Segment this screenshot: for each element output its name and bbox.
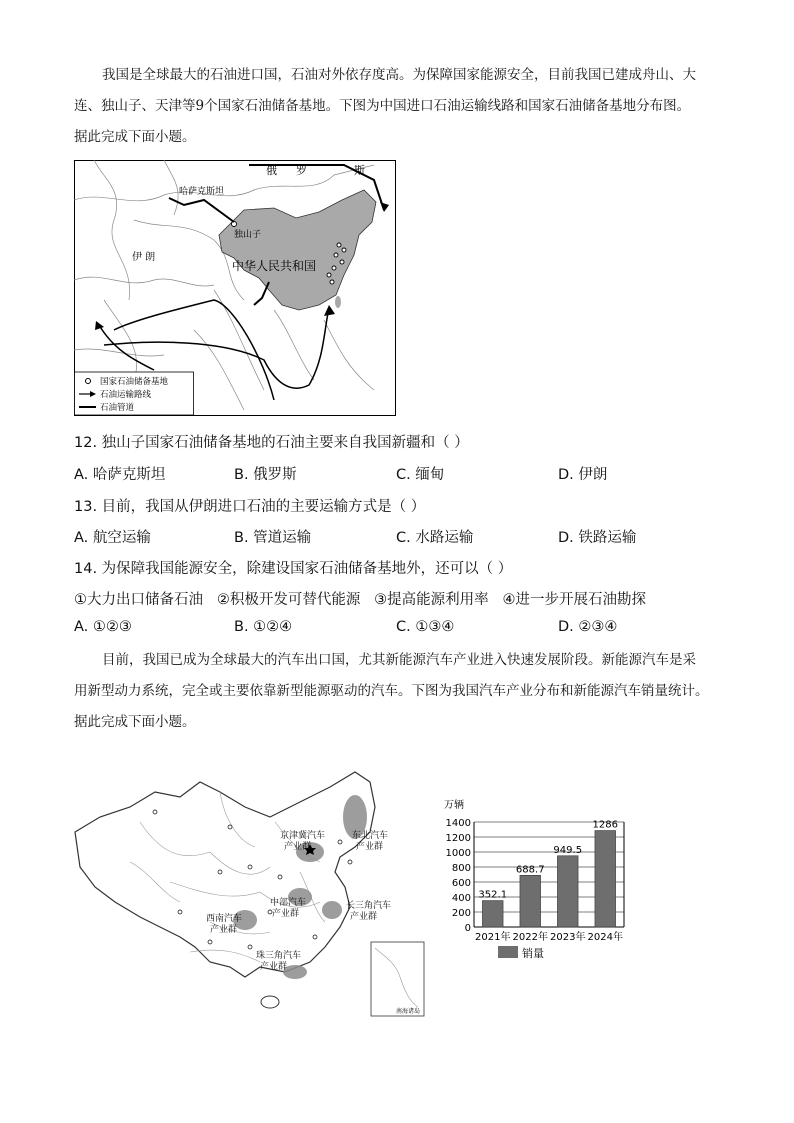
y-tick-label: 800 xyxy=(451,863,471,874)
y-tick-label: 400 xyxy=(451,893,471,904)
svg-text:石油管道: 石油管道 xyxy=(100,403,135,413)
y-tick-label: 1200 xyxy=(445,833,471,844)
data-label: 949.5 xyxy=(553,844,583,856)
q13-option-b[interactable]: B. 管道运输 xyxy=(234,530,312,546)
svg-text:哈萨克斯坦: 哈萨克斯坦 xyxy=(179,187,225,197)
svg-text:产业群: 产业群 xyxy=(284,842,312,852)
svg-text:俄: 俄 xyxy=(266,164,277,177)
question-14-stem: 14. 为保障我国能源安全，除建设国家石油储备基地外，还可以（ ） xyxy=(74,561,513,577)
svg-text:产业群: 产业群 xyxy=(210,925,238,935)
q14-option-b[interactable]: B. ①②④ xyxy=(234,619,293,635)
svg-text:独山子: 独山子 xyxy=(234,230,262,240)
svg-text:中华人民共和国: 中华人民共和国 xyxy=(232,259,317,273)
svg-text:伊 朗: 伊 朗 xyxy=(132,252,156,263)
svg-text:珠三角汽车: 珠三角汽车 xyxy=(256,951,302,961)
q12-option-d[interactable]: D. 伊朗 xyxy=(558,467,608,483)
data-label: 352.1 xyxy=(478,889,508,901)
question-13-stem: 13. 目前，我国从伊朗进口石油的主要运输方式是（ ） xyxy=(74,499,426,515)
q13-option-a[interactable]: A. 航空运输 xyxy=(74,530,151,546)
y-tick-label: 1400 xyxy=(445,818,471,829)
data-label: 688.7 xyxy=(515,864,545,876)
svg-text:产业群: 产业群 xyxy=(350,912,378,922)
svg-text:西南汽车: 西南汽车 xyxy=(206,914,243,924)
svg-text:中部汽车: 中部汽车 xyxy=(270,898,307,908)
q14-option-a[interactable]: A. ①②③ xyxy=(74,619,132,635)
q14-option-c[interactable]: C. ①③④ xyxy=(396,619,455,635)
svg-text:国家石油储备基地: 国家石油储备基地 xyxy=(100,377,169,387)
q12-option-c[interactable]: C. 缅甸 xyxy=(396,467,445,483)
question-12-stem: 12. 独山子国家石油储备基地的石油主要来自我国新疆和（ ） xyxy=(74,435,469,451)
legend-swatch xyxy=(498,946,518,958)
x-tick-label: 2022年 xyxy=(512,932,548,943)
x-tick-label: 2023年 xyxy=(550,932,586,943)
svg-text:产业群: 产业群 xyxy=(356,842,384,852)
y-tick-label: 1000 xyxy=(445,848,471,859)
x-tick-label: 2021年 xyxy=(475,932,511,943)
svg-text:京津冀汽车: 京津冀汽车 xyxy=(280,831,326,841)
q14-option-d[interactable]: D. ②③④ xyxy=(558,619,618,635)
svg-text:罗: 罗 xyxy=(296,164,307,177)
data-label: 1286 xyxy=(592,819,618,831)
passage1-line3: 据此完成下面小题。 xyxy=(74,129,196,145)
y-tick-label: 200 xyxy=(451,908,471,919)
question-14-items: ①大力出口储备石油 ②积极开发可替代能源 ③提高能源利用率 ④进一步开展石油勘探 xyxy=(74,592,646,608)
map1-legend xyxy=(75,372,194,415)
q12-option-b[interactable]: B. 俄罗斯 xyxy=(234,467,297,483)
q12-option-a[interactable]: A. 哈萨克斯坦 xyxy=(74,467,166,483)
passage2-line2: 用新型动力系统，完全或主要依靠新型能源驱动的汽车。下图为我国汽车产业分布和新能源汽车销量统计。 xyxy=(74,683,709,699)
svg-text:长三角汽车: 长三角汽车 xyxy=(346,901,392,911)
svg-text:东北汽车: 东北汽车 xyxy=(352,831,389,841)
svg-text:产业群: 产业群 xyxy=(260,962,288,972)
q13-option-d[interactable]: D. 铁路运输 xyxy=(558,530,637,546)
svg-text:南海诸岛: 南海诸岛 xyxy=(396,1008,421,1015)
bar-2024年 xyxy=(595,831,616,927)
svg-text:产业群: 产业群 xyxy=(272,909,300,919)
y-tick-label: 600 xyxy=(451,878,471,889)
x-tick-label: 2024年 xyxy=(587,932,623,943)
bar-2021年 xyxy=(482,901,503,927)
auto-industry-map xyxy=(70,762,430,1018)
south-china-sea-inset xyxy=(371,942,424,1016)
oil-route-map xyxy=(74,160,396,416)
passage1-line2: 连、独山子、天津等9个国家石油储备基地。下图为中国进口石油运输线路和国家石油储备基地分布图。 xyxy=(74,98,691,114)
bar-2023年 xyxy=(557,856,578,927)
ev-sales-bar-chart xyxy=(436,794,646,969)
passage1-line1: 我国是全球最大的石油进口国，石油对外依存度高。为保障国家能源安全，目前我国已建成舟山、大 xyxy=(102,67,696,83)
legend-label: 销量 xyxy=(522,947,544,960)
svg-text:斯: 斯 xyxy=(354,164,365,177)
svg-text:石油运输路线: 石油运输路线 xyxy=(100,390,152,400)
bar-2022年 xyxy=(520,875,541,927)
chart-ylabel: 万辆 xyxy=(444,800,464,811)
passage2-line1: 目前，我国已成为全球最大的汽车出口国，尤其新能源汽车产业进入快速发展阶段。新能源汽车是采 xyxy=(102,652,696,668)
passage2-line3: 据此完成下面小题。 xyxy=(74,714,196,730)
y-tick-label: 0 xyxy=(464,923,471,934)
q13-option-c[interactable]: C. 水路运输 xyxy=(396,530,474,546)
